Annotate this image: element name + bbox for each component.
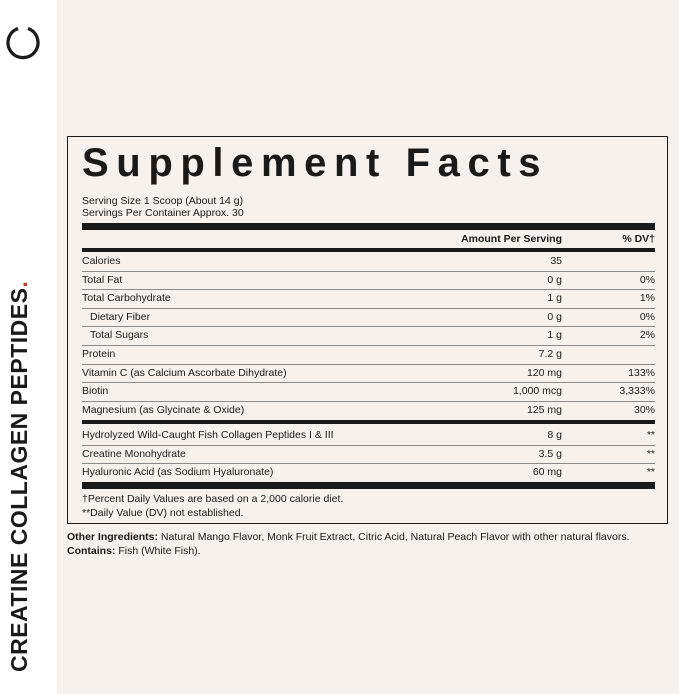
row-dv: **	[646, 447, 655, 460]
row-label: Protein	[82, 348, 116, 360]
supplement-facts-panel	[67, 136, 668, 524]
facts-title: Supplement Facts	[82, 141, 549, 185]
header-row	[82, 230, 655, 250]
ingredients-line	[67, 530, 630, 544]
divider-thick	[82, 482, 655, 489]
ingredients-label: Other Ingredients:	[67, 531, 159, 543]
contains-text: Fish (White Fish).	[115, 545, 201, 557]
row-amount: 0 g	[547, 273, 562, 286]
row-amount: 0 g	[547, 310, 562, 323]
row-label: Total Carbohydrate	[82, 292, 171, 305]
row-dv: **	[646, 429, 655, 441]
row-dv: 1%	[639, 292, 655, 305]
servings-per-container: Servings Per Container Approx. 30	[82, 207, 244, 219]
row-label: Hyaluronic Acid (as Sodium Hyaluronate)	[82, 466, 274, 479]
row-amount: 120 mg	[526, 366, 562, 379]
row-amount: 7.2 g	[538, 348, 562, 360]
row-dv: 2%	[639, 329, 655, 342]
row-label: Magnesium (as Glycinate & Oxide)	[82, 403, 245, 416]
footnotes	[82, 493, 343, 520]
row-amount: 35	[550, 255, 562, 267]
row-amount: 1,000 mcg	[512, 385, 562, 398]
serving-size: Serving Size 1 Scoop (About 14 g)	[82, 195, 244, 207]
row-amount: 1 g	[547, 329, 562, 342]
contains-line	[67, 544, 630, 558]
row-amount: 60 mg	[532, 466, 562, 479]
row-dv: 0%	[639, 310, 655, 323]
row-amount: 8 g	[547, 429, 562, 441]
vertical-brand-text: CREATINE COLLAGEN PEPTIDES.	[6, 280, 32, 672]
row-amount: 3.5 g	[538, 447, 562, 460]
row-dv: 3,333%	[619, 385, 655, 398]
table-row	[82, 271, 655, 291]
row-label: Creatine Monohydrate	[82, 447, 186, 460]
row-dv: 0%	[639, 273, 655, 286]
side-bar	[0, 0, 57, 694]
table-row	[82, 289, 655, 309]
row-label: Hydrolyzed Wild-Caught Fish Collagen Peptides I & III	[82, 429, 334, 441]
row-amount: 125 mg	[526, 403, 562, 416]
header-dv: % DV†	[622, 233, 655, 245]
serving-info	[82, 195, 244, 219]
row-dv: **	[646, 466, 655, 479]
table-row	[82, 426, 655, 446]
open-ring-icon	[4, 24, 42, 62]
other-ingredients	[67, 530, 630, 558]
row-label: Total Fat	[82, 273, 123, 286]
row-label: Vitamin C (as Calcium Ascorbate Dihydrate)	[82, 366, 287, 379]
row-label: Biotin	[82, 385, 109, 398]
row-dv: 30%	[633, 403, 655, 416]
contains-label: Contains:	[67, 545, 116, 557]
table-row	[82, 382, 655, 402]
divider-thick	[82, 223, 655, 230]
row-label: Total Sugars	[90, 329, 149, 342]
table-row	[82, 252, 655, 272]
row-dv: 133%	[628, 366, 655, 379]
table-row	[82, 308, 655, 328]
row-label: Dietary Fiber	[90, 310, 151, 323]
table-row	[82, 345, 655, 365]
ingredients-text: Natural Mango Flavor, Monk Fruit Extract, Citric Acid, Natural Peach Flavor with other natural flavors.	[158, 531, 630, 543]
row-amount: 1 g	[547, 292, 562, 305]
table-row	[82, 445, 655, 465]
table-row	[82, 463, 655, 482]
row-label: Calories	[82, 255, 121, 267]
table-row	[82, 364, 655, 384]
footnote-dv: †Percent Daily Values are based on a 2,000 calorie diet.	[82, 493, 344, 505]
table-row	[82, 326, 655, 346]
header-amount: Amount Per Serving	[461, 233, 562, 245]
divider-medium	[82, 420, 655, 424]
table-row	[82, 401, 655, 420]
footnote-not-established: **Daily Value (DV) not established.	[82, 506, 244, 519]
